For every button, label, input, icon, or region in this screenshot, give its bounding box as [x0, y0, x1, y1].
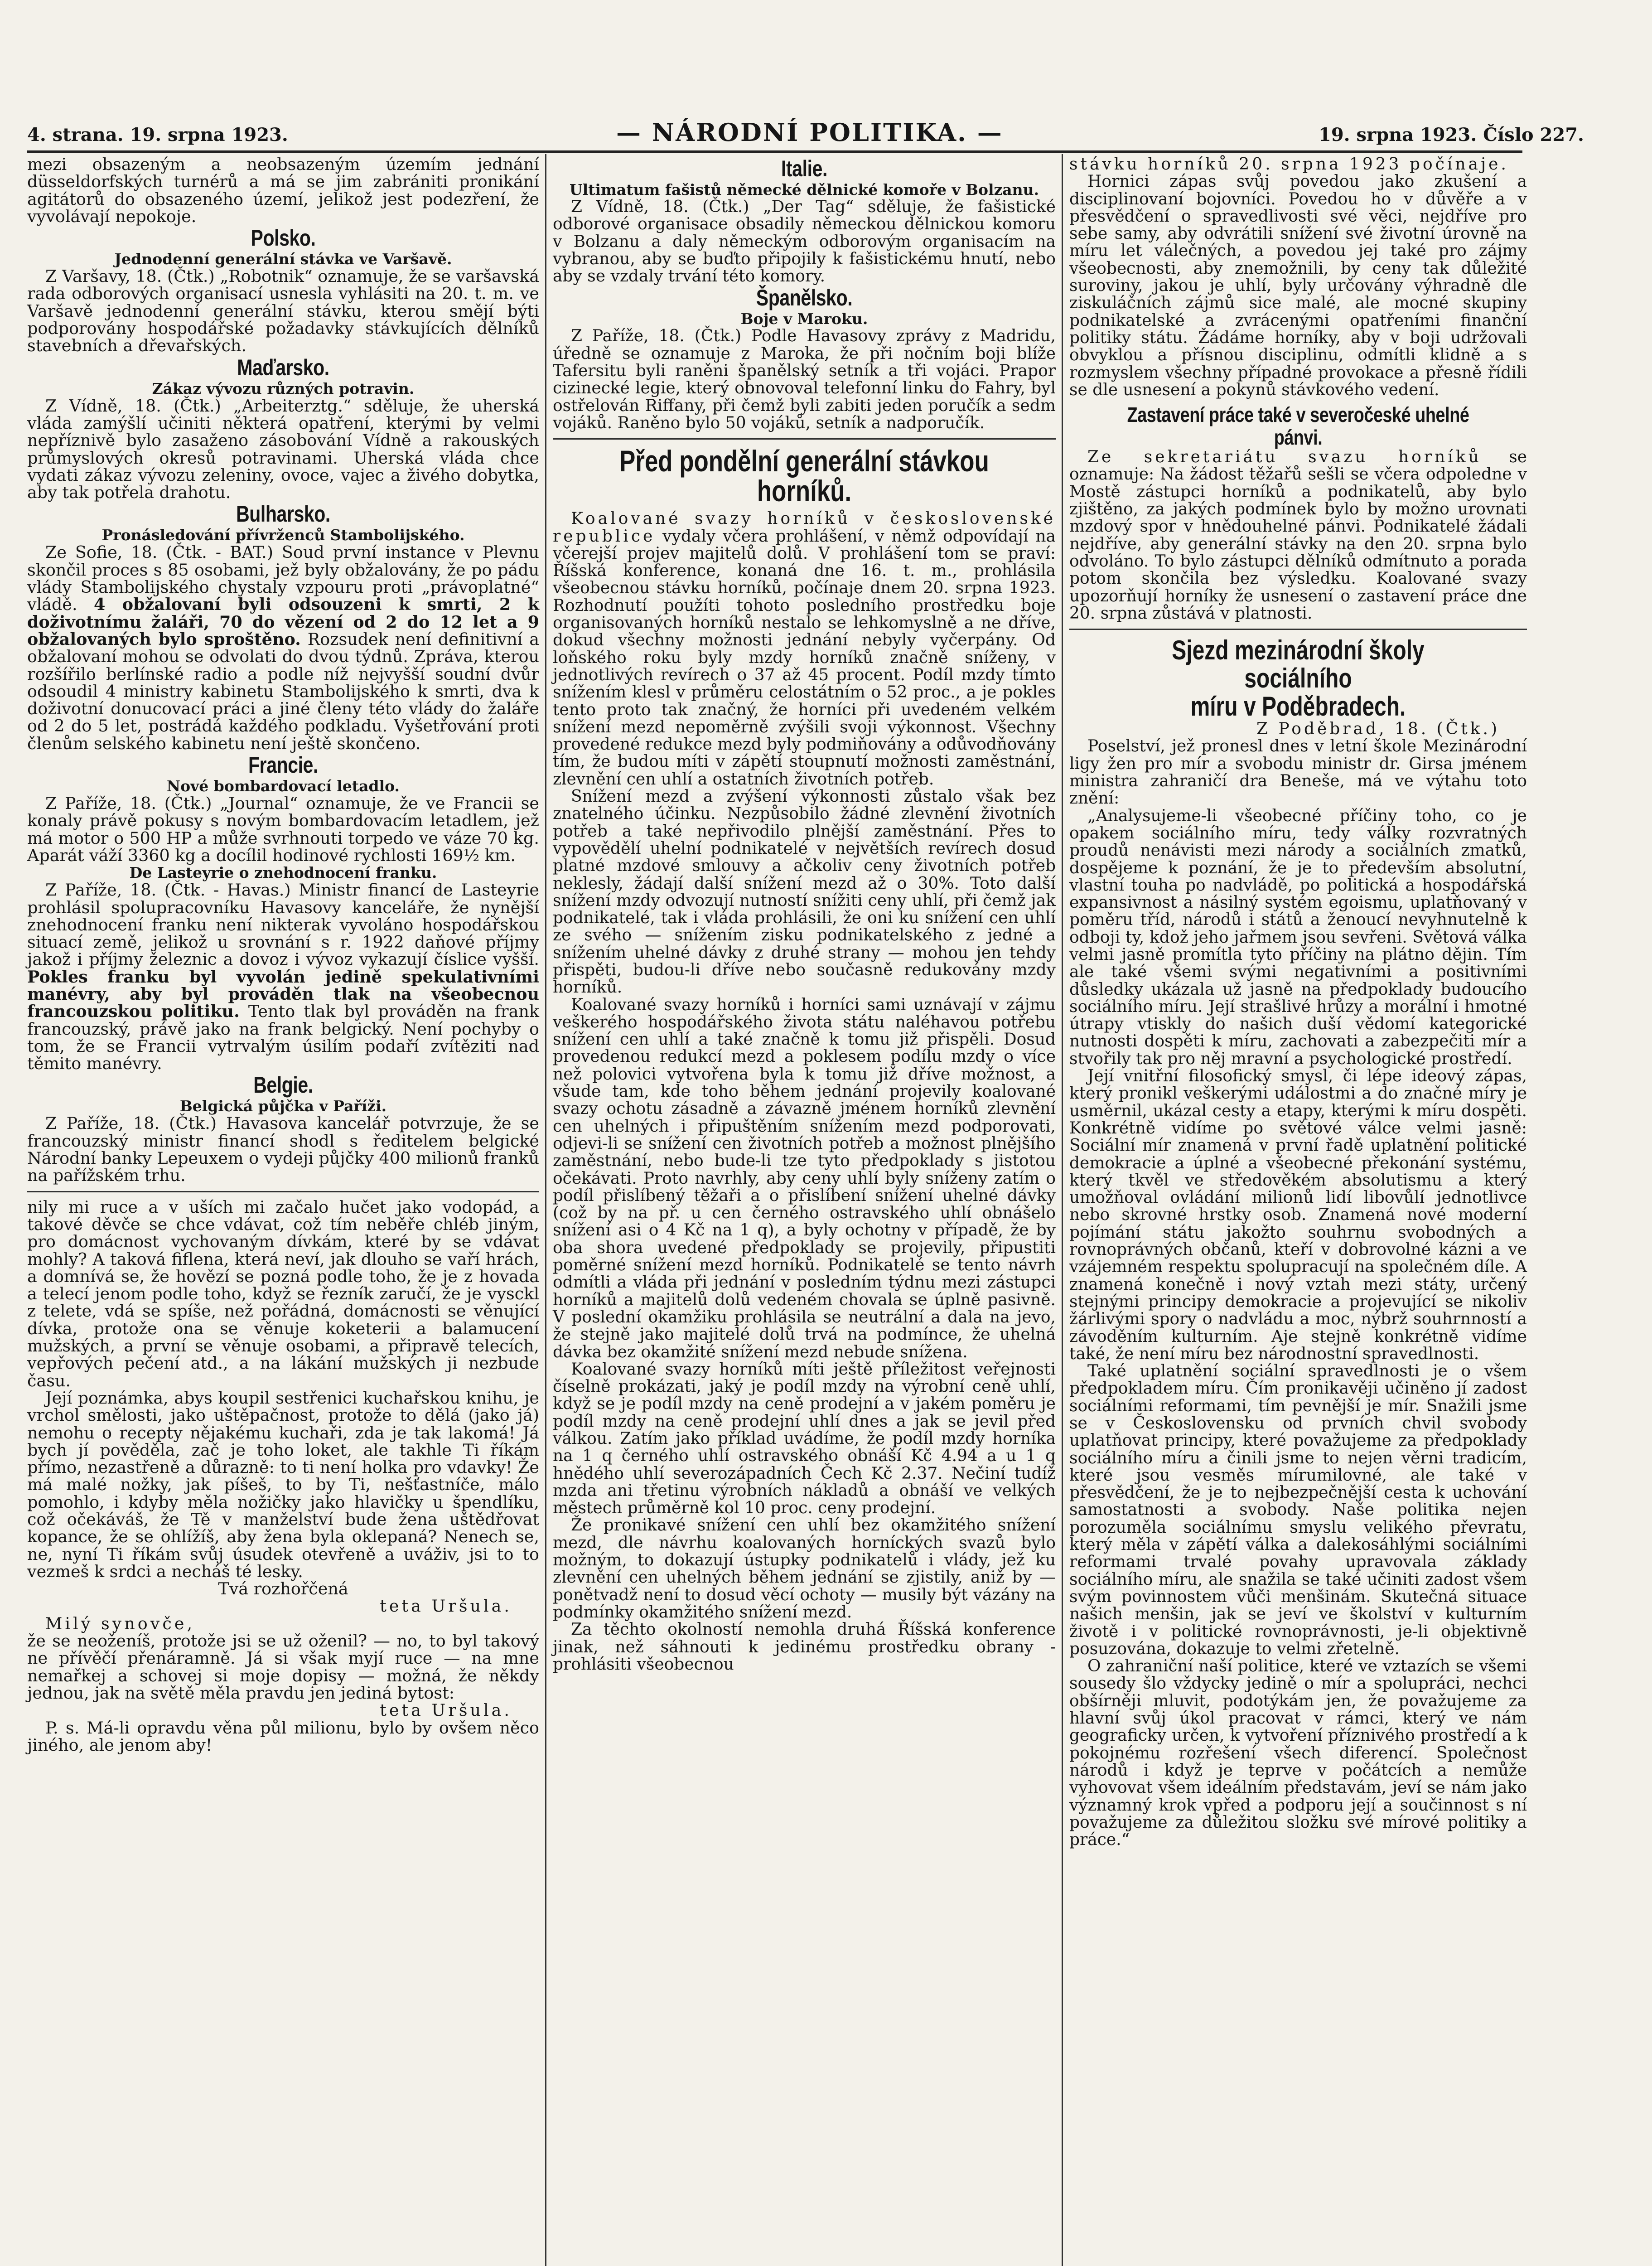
- section-heading: Maďarsko.: [237, 354, 329, 380]
- column-1: [27, 156, 539, 1754]
- article-text: Že pronikavé snížení cen uhlí bez okamžitého snížení mezd, dle návrhu koalovaných horníckých svazů bylo možným, to dokazují ústupky podnikatelů i vlády, jež ku zlevnění cen uhelných během jednání se zjistily, aniž by — ponětvadž není to dosud věcí ochoty — musily být vázány na podmínky okamžitého snížení mezd.: [553, 1516, 1056, 1622]
- text-run: vydaly včera prohlášení, v němž odpovídají na včerejší projev majitelů dolů. V prohlášení tom se praví: Říšská konference, konaná dne 16. t. m., prohlásila všeobecnou stávku horníků, počínaje dnem 20. srpna 1923. Rozhodnutí použíti tohoto posledního prostředku boje organisovaných horníků nestalo se lehkomyslně a ne dříve, dokud všechny možnosti jednání nebyly vyčerpány. Od loňského roku byly mzdy horníků značně sníženy, v jednotlivých revírech o 37 až 45 procent. Podíl mzdy tímto snížením klesl v průměru celostátním o 52 proc., a je pokles tento proto tak značný, že horníci při uvedeném velkém snížení mezd nepoměrně zvýšili svoji výkonnost. Všechny provedené redukce mezd byly podmiňovány a odůvodňovány tím, že budou míti v zápětí stoupnutí možnosti zaměstnání, zlevnění cen uhlí a ostatních životních potřeb.: [553, 527, 1056, 789]
- bold-text: 4 obžalovaní byli odsouzeni k smrti, 2 k doživotnímu žaláři, 70 do vězení od 2 do 12 let a 9 obžalovaných bylo sproštěno.: [27, 595, 539, 649]
- column-3: [1069, 156, 1527, 1849]
- article-headline: Před pondělní generální stávkou: [619, 444, 989, 478]
- article-text: mezi obsazeným a neobsazeným územím jednání düsseldorfských turnérů a má se jim zabrániti pronikání agitátorů do obsazeného území, jelikož jest podezření, že vyvolávají nepokoje.: [27, 155, 539, 226]
- issue-info: 19. srpna 1923. Číslo 227.: [1319, 124, 1584, 145]
- article-text: Z Varšavy, 18. (Čtk.) „Robotnik“ oznamuje, že se varšavská rada odborových organisací usnesla vyhlásiti na 20. t. m. ve Varšavě jednodenní generální stávku, kterou smějí býti podporovány hospodářské požadavky stávkujících dělníků stavebních a dřevařských.: [27, 266, 539, 356]
- bold-text: Pokles franku byl vyvolán jedině spekulativními manévry, aby byl prováděn tlak na všeobecnou francouzskou politiku.: [27, 967, 539, 1022]
- text-run: Rozsudek není definitivní a obžalovaní mohou se odvolati do dvou týdnů. Zpráva, kterou rozšířilo berlínské radio a podle níž nejvyšší soudní dvůr odsoudil 4 ministry kabinetu Stambolijského k smrti, dva k doživotní donucovací práci a jiné členy této vlády do žaláře od 2 do 5 let, postrádá každého podkladu. Vyšetřování proti členům selského kabinetu není ještě skončeno.: [27, 629, 540, 753]
- section-heading: Španělsko.: [756, 285, 853, 311]
- article-headline: horníků.: [757, 474, 852, 508]
- feuilleton-signature: teta Uršula.: [380, 1596, 512, 1616]
- section-heading: Polsko.: [251, 225, 316, 251]
- section-heading: Bulharsko.: [236, 501, 330, 527]
- newspaper-title: — NÁRODNÍ POLITIKA. —: [616, 118, 1003, 147]
- article-rule: [553, 438, 1056, 440]
- article-text: Za těchto okolností nemohla druhá Říšská konference jinak, než sáhnouti k jedinému prostředku obrany - prohlásiti všeobecnou: [553, 1620, 1056, 1674]
- article-headline: míru v Poděbradech.: [1190, 691, 1406, 722]
- article-headline: Sjezd mezinárodní školy sociálního: [1172, 635, 1425, 694]
- feuilleton-rule: [27, 1191, 539, 1192]
- article-text: Snížení mezd a zvýšení výkonnosti zůstalo však bez znatelného účinku. Nezpůsobilo žádné zlevnění životních potřeb a také nepřivodilo plnější zaměstnání. Přes to vypovědělí uhelní podnikatelé v největších revírech dosud platné mzdové smlouvy a ačkoliv ceny životních potřeb neklesly, žádají další snížení mezd až o 30%. Toto další snížení mzdy odvozují nutností snížiti ceny uhlí, při čemž jak podnikatelé, tak i vláda prohlásili, že oni ku snížení cen uhlí ze svého — snížením zisku podnikatelského z jedné a snížením uhelné dávky z druhé strany — mohou jen tehdy přispěti, budou-li dříve nebo současně redukovány mzdy horníků.: [553, 787, 1056, 997]
- article-text: Z Paříže, 18. (Čtk.) Havasova kancelář potvrzuje, že se francouzský ministr financí shodl s ředitelem belgické Národní banky Lepeuxem o vydeji půjčky 400 milionů franků na pařížském trhu.: [27, 1114, 539, 1186]
- feuilleton-text: Její poznámka, abys koupil sestřenici kuchařskou knihu, je vrchol smělosti, jako uštěpačnost, protože to dělá (jako já) nemohu o recepty nějakému kuchaři, zda je tak lakomá! Já bych jí pověděla, zač je toho loket, ale takhle Ti říkám přímo, nezastřeně a důrazně: to ti není holka pro vdavky! Že má malé nožky, jak píšeš, to by Ti, nešťastníče, málo pomohlo, i kdyby měla nožičky jako hlavičky u špendlíku, což očekáváš, že Tě v manželství bude žena uštědřovat kopance, že se ohlížíš, aby žena byla oklepaná? Nenech se, ne, nyní Ti říkám svůj úsudek otevřeně a uváživ, jsi to to vezmeš k srdci a necháš té lesky.: [27, 1388, 539, 1581]
- article-text: [1069, 449, 1527, 622]
- article-text: Z Paříže, 18. (Čtk.) „Journal“ oznamuje, že ve Francii se konaly právě pokusy s novým bombardovacím letadlem, jež má motor o 500 HP a může svrhnouti torpedo ve váze 70 kg. Aparát váží 3360 kg a docílil hodinové rychlosti 169½ km.: [27, 794, 539, 865]
- feuilleton-salutation: Milý synovče,: [45, 1613, 195, 1633]
- column-rule: [1062, 154, 1063, 2266]
- column-rule: [545, 154, 546, 2266]
- feuilleton-signature: teta Uršula.: [380, 1700, 512, 1720]
- article-text: Koalované svazy horníků i horníci sami uznávají v zájmu veškerého hospodářského života státu naléhavou potřebu snížení cen uhlí a také značně k tomu již přispěli. Dosud provedenou redukcí mezd a poklesem podílu mzdy o více než polovici vytvořena byla k tomu již dříve možnost, a všude tam, kde toho během jednání projevily koalované svazy ochotu zásadně a závazně jménem horníků zlevnění cen uhelných i připuštěním snížením mezd podporovati, odjevi-li se snížení cen životních potřeb a možnost plnějšího zaměstnání, nebo bude-li tze tyto předpoklady s jistotou očekávati. Proto navrhly, aby ceny uhlí byly sníženy zatím o podíl přislíbený těžaři a o přislíbení snížení uhelné dávky (což by na př. u cen černého ostravského uhlí obnášelo snížení asi o 4 Kč na 1 q), a byly ochotny v případě, že by oba shora uvedené předpoklady se projevily, připustiti poměrné snížení mezd horníků. Podnikatelé se tento návrh odmítli a vláda při jednání v posledním týdnu mezi zástupci horníků a majitelů dolů vedeném chovala se úplně pasivně. V poslední okamžiku prohlásila se neutrální a dala na jevo, že stejně jako majitelé dolů trvá na podmínce, že uhelná dávka bez okamžité snížení mezd nebude snížena.: [553, 995, 1056, 1361]
- text-run: Z Paříže, 18. (Čtk. - Havas.) Ministr financí de Lasteyrie prohlásil spolupracovníku Havasovy kanceláře, že nynější znehodnocení franku není nikterak vyvoláno hospodářskou situací země, jelikož u srovnání s r. 1922 daňové příjmy jakož i příjmy železnic a dovoz i vývoz vykazují číslice vyšší.: [27, 880, 539, 969]
- article-subheading: Boje v Maroku.: [740, 310, 868, 328]
- article-subheading: De Lasteyrie o znehodnocení franku.: [129, 864, 437, 882]
- page-info: 4. strana. 19. srpna 1923.: [27, 124, 288, 145]
- masthead-rule: [27, 150, 1522, 153]
- feuilleton-text: že se neoženíš, protože jsi se už oženil? — no, to byl takový ne přívěčí přenáramně. Já si však myjí ruce — na mne nemařkej a schovej si moje dopisy — možná, že někdy jednou, jak na světě měla pravdu jen jediná bytost:: [27, 1631, 539, 1703]
- article-subheading: Pronásledování přívrženců Stambolijského.: [101, 526, 465, 544]
- masthead: [27, 115, 1584, 150]
- article-text: Hornici zápas svůj povedou jako zkušení a disciplinovaní bojovníci. Povedou ho v důvěře a v přesvědčení o spravedlivosti své věci, nejdříve pro sebe samy, aby odvrátili snížení své životní úrovně na míru let válečných, a povedou jej také pro zájmy všeobecnosti, aby znemožnili, by ceny tak důležité suroviny, jakou je uhlí, byly určovány výhradně dle ziskuláčních zájmů sice malé, ale mocné skupiny podnikatelské a zvrácenými opatřeními finanční politiky státu. Žádáme horníky, aby v boji udržovali obvyklou a přísnou disciplinu, odmítli klidně a s rozmyslem všechny případné provokace a přesně řídili se dle usnesení a pokynů stávkového vedení.: [1069, 172, 1527, 399]
- article-text: Koalované svazy horníků míti ještě příležitost veřejnosti číselně prokázati, jaký je podíl mzdy na výrobní ceně uhlí, když se je podíl mzdy na ceně prodejní a v jakém poměru je podíl mzdy na ceně prodejní uhlí dnes a jak se jevil před válkou. Zatím jako příklad uvádíme, že podíl mzdy horníka na 1 q černého uhlí ostravského obnáší Kč 4.94 a u 1 q hnědého uhlí severozápadních Čech Kč 2.37. Nečiní tudíž mzda ani třetinu výrobních nákladů a obnáší ve velkých městech průměrně kol 10 proc. ceny prodejní.: [553, 1360, 1056, 1518]
- article-subheading: Ultimatum fašistů německé dělnické komoře v Bolzanu.: [569, 181, 1039, 199]
- article-headline: Zastavení práce také v severočeské uhelné pánvi.: [1127, 403, 1469, 450]
- article-text: [27, 544, 539, 752]
- article-text: O zahraniční naší politice, které ve vztazích se všemi sousedy šlo vždycky jedině o mír a spolupráci, nechci obšírněji mluvit, podotýkám jen, že považujeme za hlavní svůj úkol pracovat v rámci, který ve nám geograficky určen, k vytvoření příznivého prostředí a k pokojnému rozřešení všech diferencí. Společnost národů i když je teprve v počátcích a nemůže vyhovovat všem ideálním představám, jeví se nám jako významný krok vpřed a podporu její a součinnost s ní považujeme za důležitou složku své mírové politiky a práce.“: [1069, 1657, 1527, 1850]
- article-text: „Analysujeme-li všeobecné příčiny toho, co je opakem sociálního míru, tedy války rozvratných proudů nenávisti mezi národy a sociálních zmatků, dospějeme k poznání, že je to především absolutní, vlastní touha po nadvládě, po politická a hospodářská expansivnost a násilný systém egoismu, uplatňovaný v poměru tříd, národů i států a ženoucí nevyhnutelně k odboji ty, kdož jeho jařmem jsou sevřeni. Světová válka velmi jasně promítla tyto příčiny na plátno dějin. Tím ale také všemi svými negativními a positivními důsledky ukázala už jasně na předpoklady budoucího sociálního míru. Její strašlivé hrůzy a morální i hmotné útrapy vtiskly do našich duší vědomí kategorické nutnosti dospěti k míru, zachovati a zabezpečiti mír a stvořily tak pro něj mravní a psychologické prostředí.: [1069, 806, 1527, 1068]
- article-text: Také uplatnění sociální spravedlnosti je o všem předpokladem míru. Čím pronikavěji učiněno jí zadost sociálními reformami, tím pevnější je mír. Snažili jsme se v Československu od prvních chvil svobody uplatňovat principy, které považujeme za předpoklady sociálního míru a činili jsme to nejen věrni tradicím, které jsou vesměs mírumilovné, ale také v přesvědčení, že je to nejbezpečnější cesta k uchování samostatnosti a svobody. Naše politika nejen porozuměla sociálnímu smyslu velikého převratu, který měla v zápětí válka a dalekosáhlými sociálními reformami trvalé povahy upravovala základy sociálního míru, ale snažila se také učiniti zadost všem svým povinnostem vůči menšinám. Skutečná situace našich menšin, jak se jeví ve školství v kulturním životě i v politické rovnoprávnosti, je-li objektivně posuzována, dokazuje to velmi zřetelně.: [1069, 1362, 1527, 1658]
- feuilleton-postscript: P. s. Má-li opravdu věna půl milionu, bylo by ovšem něco jiného, ale jenom aby!: [27, 1718, 539, 1755]
- article-text: [553, 510, 1056, 788]
- spaced-text: Ze sekretariátu svazu horníků: [1087, 448, 1482, 467]
- article-subheading: Belgická půjčka v Paříži.: [179, 1097, 387, 1115]
- article-dateline: Z Poděbrad, 18. (Čtk.): [1256, 720, 1500, 739]
- section-heading: Francie.: [248, 752, 318, 778]
- column-2: [553, 156, 1056, 1673]
- article-subheading: Nové bombardovací letadlo.: [166, 777, 400, 795]
- article-subheading: Zákaz vývozu různých potravin.: [152, 379, 415, 397]
- article-rule: [1069, 629, 1527, 630]
- article-text: stávku horníků 20. srpna 1923 počínaje.: [1069, 155, 1509, 174]
- section-heading: Italie.: [781, 156, 827, 181]
- article-subheading: Jednodenní generální stávka ve Varšavě.: [114, 250, 452, 268]
- article-text: Poselství, jež pronesl dnes v letní škole Mezinárodní ligy žen pro mír a svobodu ministr dr. Girsa jménem ministra zahraničí dra Beneše, má ve výtahu toto znění:: [1069, 737, 1527, 808]
- text-run: Ze Sofie, 18. (Čtk. - BAT.) Soud první instance v Plevnu skončil proces s 85 osobami, jež byly obžalovány, že po pádu vlády Stambolijského chystaly vzpouru proti „právoplatné“ vládě.: [27, 542, 539, 615]
- text-run: se oznamuje: Na žádost těžařů sešli se včera odpoledne v Mostě zástupci horníků a podnikatelů, aby bylo zjištěno, za jakých podmínek bylo by možno urovnati mzdový spor v hnědouhelné pánvi. Podnikatelé žádali nejdříve, aby generální stávky na den 20. srpna bylo odvoláno. To bylo zástupci dělníků odmítnuto a porada potom skončila bez výsledku. Koalované svazy upozorňují horníky že usnesení o zastavení práce dne 20. srpna zůstává v platnosti.: [1069, 448, 1527, 623]
- article-text: Z Vídně, 18. (Čtk.) „Arbeiterztg.“ sděluje, že uherská vláda zamýšlí učiniti některá opatření, kterými by velmi nepříznivě bylo zasaženo zásobování Vídně a rakouských průmyslových okresů potravinami. Uherská vláda chce vydati zákaz vývozu zeleniny, ovoce, vajec a živého dobytka, aby tak potřela drahotu.: [27, 396, 539, 503]
- feuilleton-text: nily mi ruce a v uších mi začalo hučet jako vodopád, a takové děvče se chce vdávat, což tím neběře chléb jiným, pro domácnost vychovaným dívkám, které by se vdávat mohly? A taková fiflena, která neví, jak dlouho se vaří hrách, a domnívá se, že hovězí se pozná podle toho, že je z hovada a telecí jenom podle toho, když se řezník zaručí, že je vysckl z telete, vdá se spíše, než pořádná, domácnosti se věnující dívka, protože ona se věnuje koketerii a balamucení mužských, a první se věnuje osobami, a připravě telecích, vepřových pečení atd., a na lákání mužských ji nezbude času.: [27, 1197, 539, 1390]
- section-heading: Belgie.: [253, 1072, 313, 1098]
- article-text: Z Vídně, 18. (Čtk.) „Der Tag“ sděluje, že fašistické odborové organisace obsadily německou dělnickou komoru v Bolzanu a daly německým odborovým organisacím na vybranou, aby se buďto připojily k fašistickému hnutí, nebo aby se vzdaly trvání této komory.: [553, 198, 1056, 286]
- text-run: Tento tlak byl prováděn na frank francouzský, právě jako na frank belgický. Není pochyby o tom, že se Francii vytrvalým úsilím podaří zvítěziti nad těmito manévry.: [27, 1002, 539, 1074]
- article-text: Z Paříže, 18. (Čtk.) Podle Havasovy zprávy z Madridu, úředně se oznamuje z Maroka, že při nočním boji blíže Tafersitu byli raněni španělský setník a tři vojáci. Prapor cizinecké legie, který obnovoval telefonní linku do Fahry, byl ostřelován Riffany, při čemž byli zabiti jeden poručík a sedm vojáků. Raněno bylo 50 vojáků, setník a nadporučík.: [553, 327, 1056, 432]
- article-text: Její vnitřní filosofický smysl, či lépe ideový zápas, který pronikl veškerými událostmi a do značné míry je usměrnil, ukázal cesty a etapy, kterými k míru dospěti. Konkrétně vidíme po světové válce velmi jasně: Sociální mír znamená v první řadě uplatnění politické demokracie a úplné a všeobecné překonání systému, který tkvěl ve středověkém absolutismu a který umožňoval ovládání milionů lidí libovůlí jednotlivce nebo skrovné hrstky osob. Znamená nové moderní pojímání státu jakožto souhrnu svobodných a rovnoprávných občanů, kteří v dobrovolné kázni a ve vzájemném respektu spolupracují na společném díle. A znamená konečně i nový vztah mezi státy, určený stejnými principy demokracie a projevující se nikoliv žárlivými spory o nadvládu a moc, nýbrž souhrnností a závoděním kulturním. Aje stejně konkrétně vidíme také, že není míru bez národnostní spravedlnosti.: [1069, 1067, 1527, 1363]
- article-text: [27, 881, 539, 1072]
- feuilleton-closing: Tvá rozhořčená: [218, 1579, 348, 1599]
- spaced-text: Koalované svazy horníků v československé republice: [553, 509, 1056, 546]
